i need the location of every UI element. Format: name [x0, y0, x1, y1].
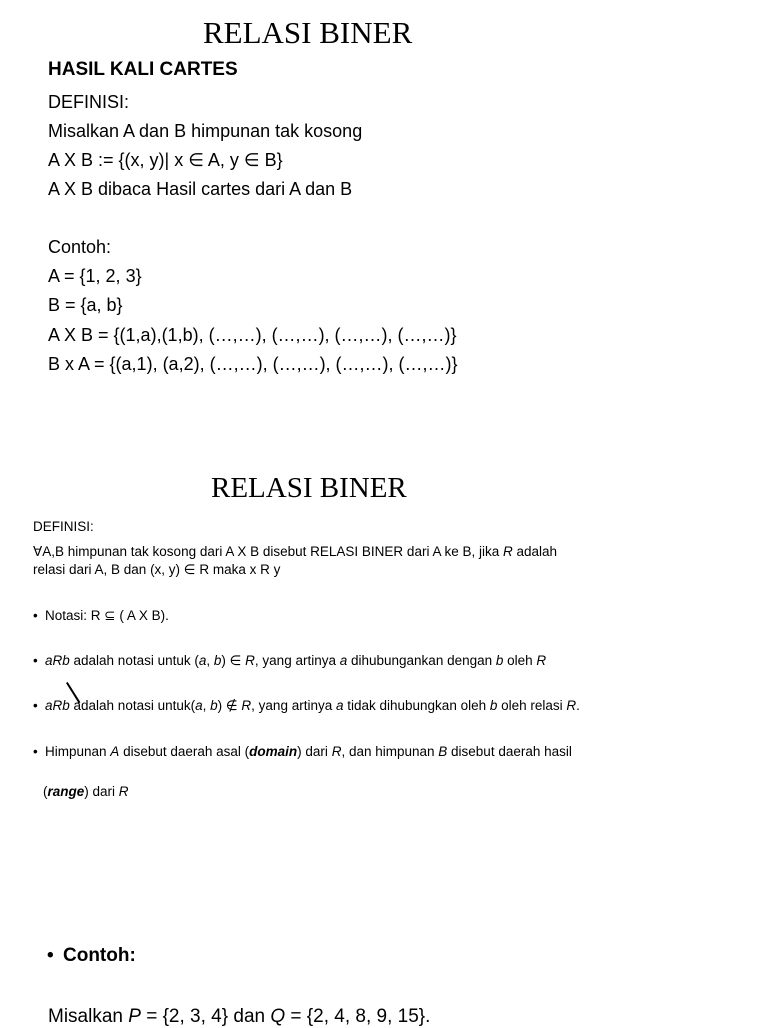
slide3-example-line: Misalkan P = {2, 3, 4} dan Q = {2, 4, 8, 9, 15}. [48, 1006, 431, 1027]
slide2-definition-line1: ∀A,B himpunan tak kosong dari A X B disebut RELASI BINER dari A ke B, jika R adalah [33, 544, 558, 559]
bullet-domain-range-line2: (range) dari R [43, 784, 129, 799]
slide3-contoh-heading: • Contoh: [47, 945, 136, 966]
bullet-arb-in: • aRb adalah notasi untuk (a, b) ∈ R, yang artinya a dihubungankan dengan b oleh R [33, 653, 547, 668]
slide1-line: A X B dibaca Hasil cartes dari A dan B [48, 179, 353, 199]
slide2-definisi-label: DEFINISI: [33, 519, 94, 534]
slide1-line: B x A = {(a,1), (a,2), (…,…), (…,…), (…,…), (…,…)} [48, 354, 458, 374]
slide1-line: A X B = {(1,a),(1,b), (…,…), (…,…), (…,…), (…,…)} [48, 325, 457, 345]
slide2-definition-line2: relasi dari A, B dan (x, y) ∈ R maka x R y [33, 562, 281, 577]
slide2-title: RELASI BINER [211, 472, 407, 504]
slide1-heading: HASIL KALI CARTES [48, 59, 238, 80]
slide1-line: Contoh: [48, 237, 112, 257]
bullet-notasi: • Notasi: R ⊆ ( A X B). [33, 608, 169, 623]
slide1-line: A X B := {(x, y)| x ∈ A, y ∈ B} [48, 150, 283, 170]
slide1-line: DEFINISI: [48, 92, 130, 112]
slide1-title: RELASI BINER [203, 15, 413, 50]
slide1-line: A = {1, 2, 3} [48, 266, 142, 286]
slide1-line: Misalkan A dan B himpunan tak kosong [48, 121, 363, 141]
bullet-domain-range: • Himpunan A disebut daerah asal (domain) dari R, dan himpunan B disebut daerah hasil [33, 744, 572, 759]
bullet-arb-notin: • aRb adalah notasi untuk(a, b) ∉ R, yang artinya a tidak dihubungkan oleh b oleh relasi R. [33, 698, 580, 713]
slide1-line: B = {a, b} [48, 295, 123, 315]
